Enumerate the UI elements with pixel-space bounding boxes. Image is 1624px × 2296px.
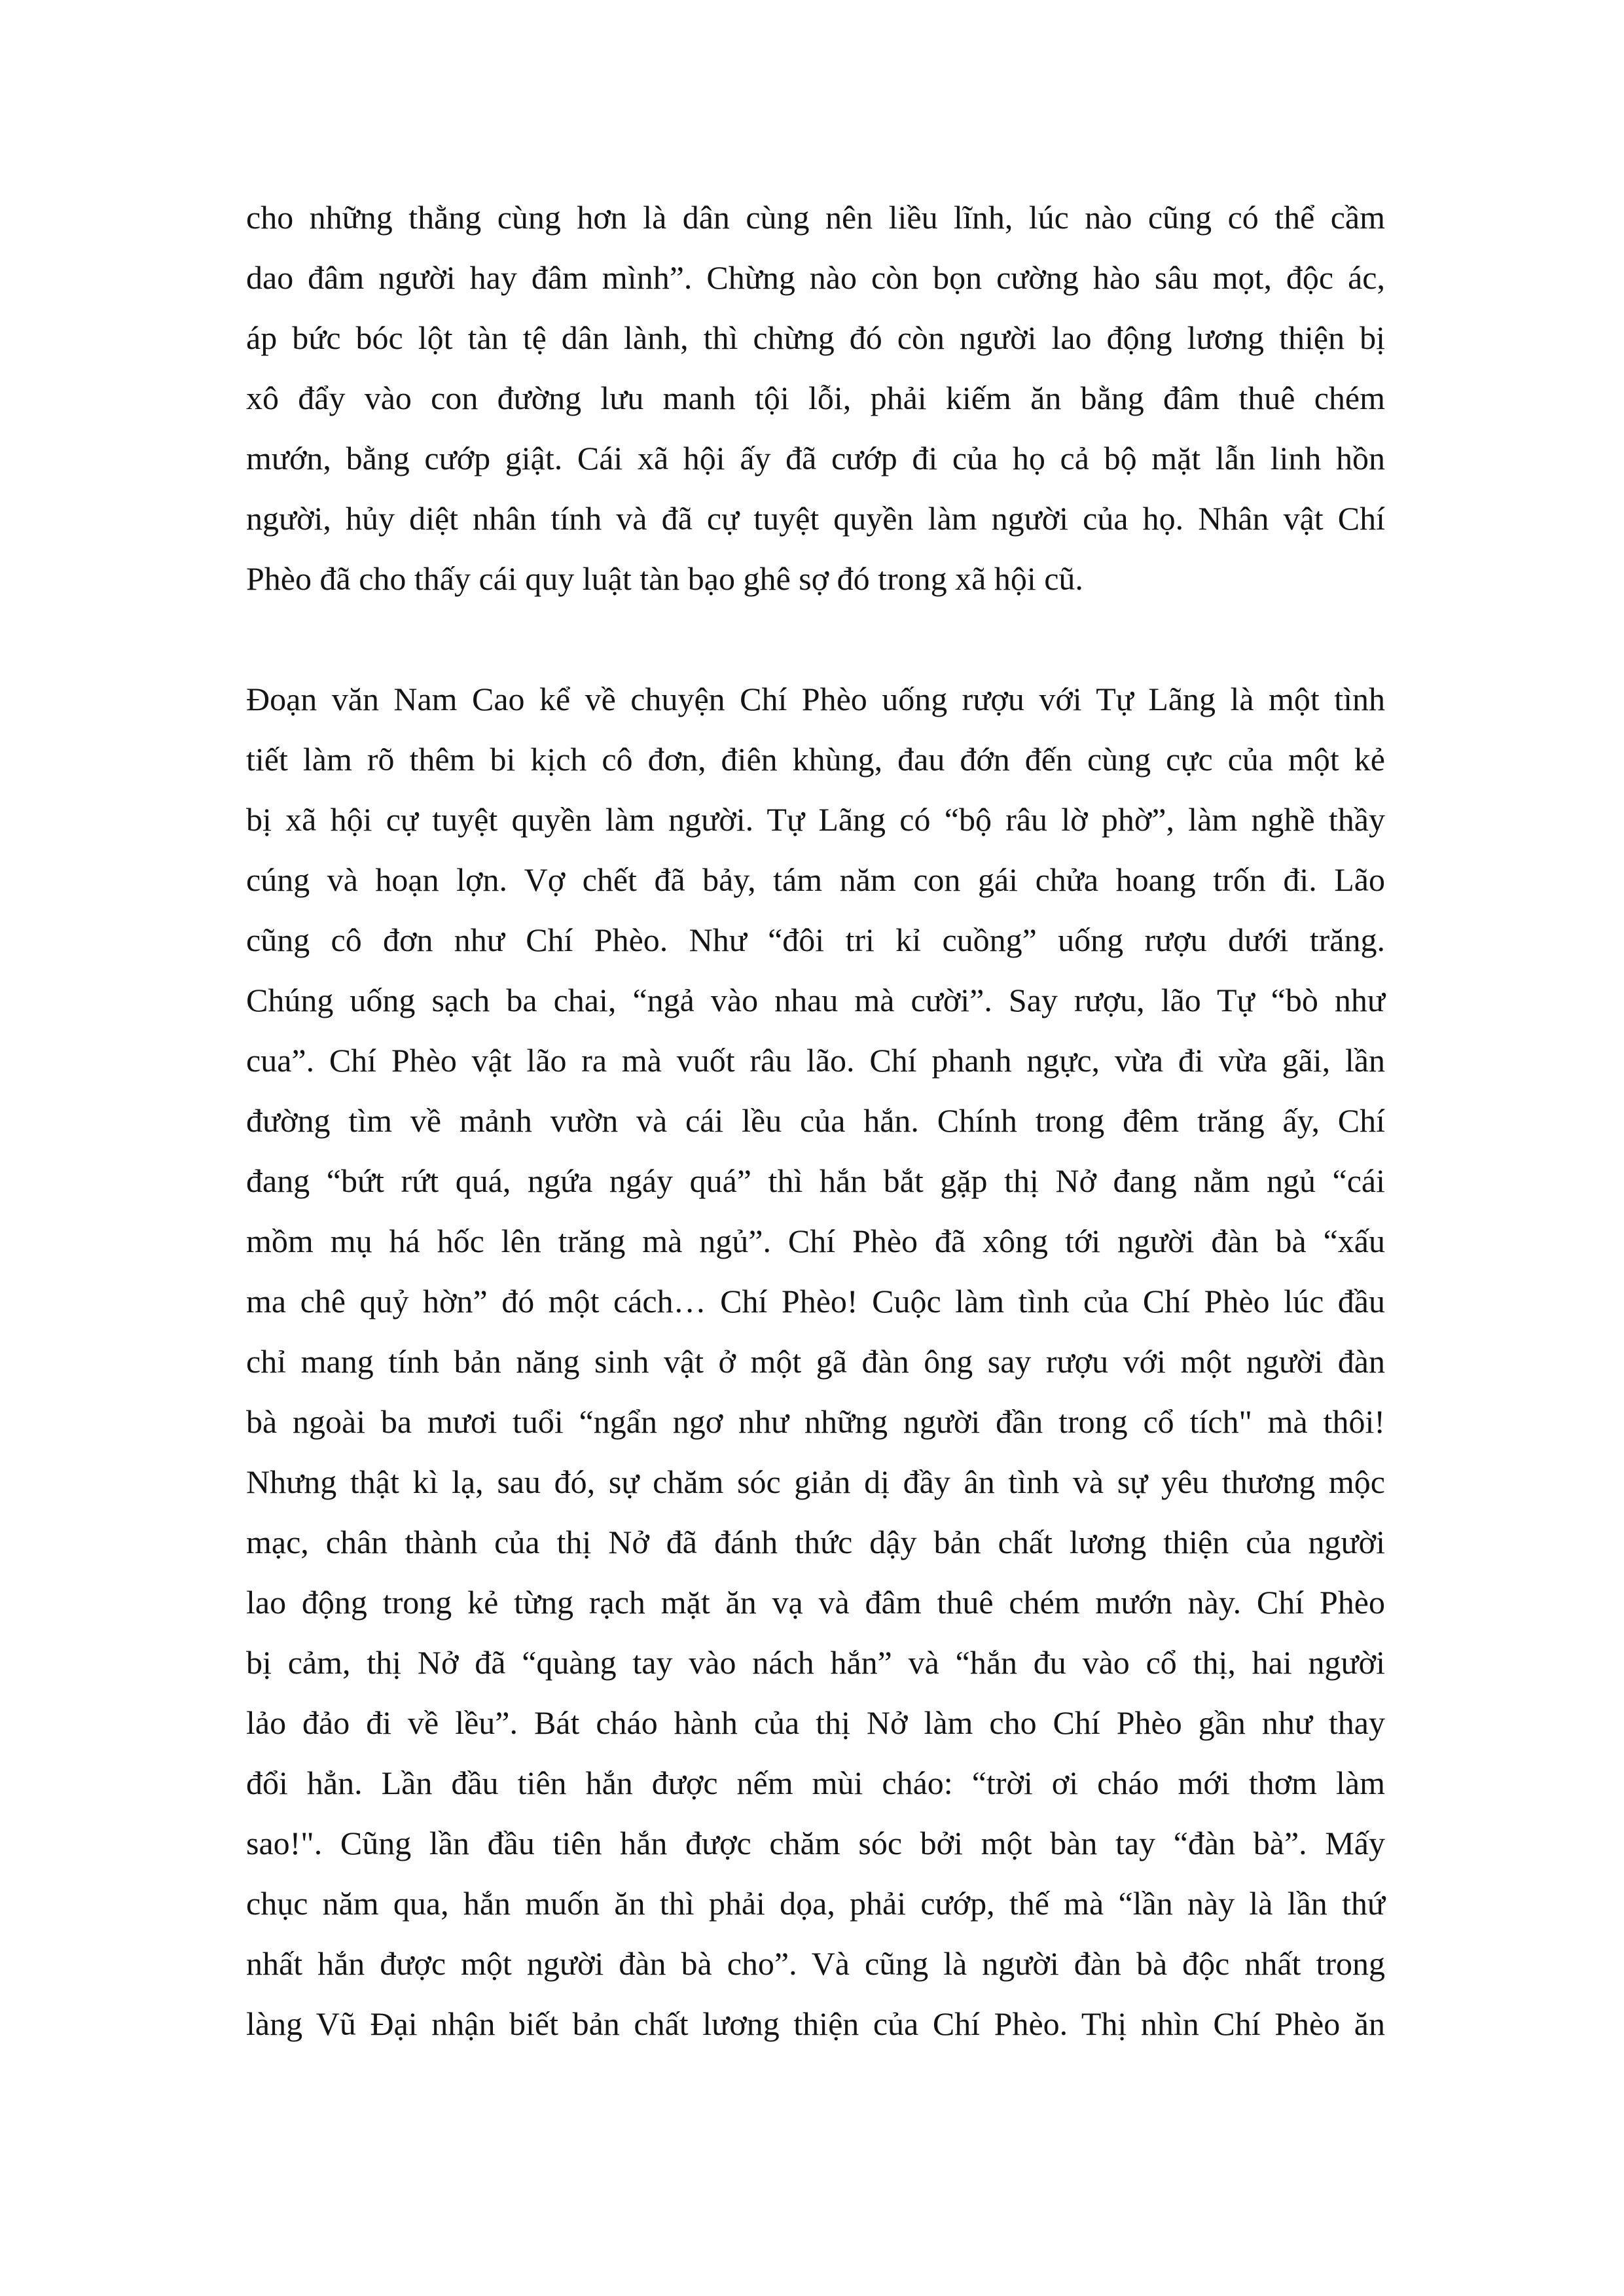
- text-line: bị xã hội cự tuyệt quyền làm người. Tự Lãng có “bộ râu lờ phờ”, làm nghề thầy: [246, 801, 1385, 838]
- paragraph-1: [246, 187, 1385, 609]
- text-line: áp bức bóc lột tàn tệ dân lành, thì chừng đó còn người lao động lương thiện bị: [246, 319, 1385, 356]
- text-line: cho những thằng cùng hơn là dân cùng nên liều lĩnh, lúc nào cũng có thể cầm: [246, 199, 1385, 236]
- text-line: dao đâm người hay đâm mình”. Chừng nào còn bọn cường hào sâu mọt, độc ác,: [246, 259, 1385, 296]
- text-line: Đoạn văn Nam Cao kể về chuyện Chí Phèo uống rượu với Tự Lãng là một tình: [246, 681, 1385, 717]
- text-line: người, hủy diệt nhân tính và đã cự tuyệt quyền làm người của họ. Nhân vật Chí: [246, 500, 1385, 537]
- text-line: Phèo đã cho thấy cái quy luật tàn bạo ghê sợ đó trong xã hội cũ.: [246, 560, 1083, 597]
- text-line: ma chê quỷ hờn” đó một cách… Chí Phèo! Cuộc làm tình của Chí Phèo lúc đầu: [246, 1283, 1385, 1319]
- text-line: Nhưng thật kì lạ, sau đó, sự chăm sóc giản dị đầy ân tình và sự yêu thương mộc: [246, 1463, 1385, 1500]
- text-line: mạc, chân thành của thị Nở đã đánh thức dậy bản chất lương thiện của người: [246, 1524, 1385, 1560]
- text-line: lảo đảo đi về lều”. Bát cháo hành của thị Nở làm cho Chí Phèo gần như thay: [246, 1704, 1385, 1741]
- text-line: đường tìm về mảnh vườn và cái lều của hắn. Chính trong đêm trăng ấy, Chí: [246, 1102, 1385, 1139]
- text-line: bà ngoài ba mươi tuổi “ngẩn ngơ như những người đần trong cổ tích" mà thôi!: [246, 1403, 1385, 1440]
- text-line: Chúng uống sạch ba chai, “ngả vào nhau mà cười”. Say rượu, lão Tự “bò như: [246, 982, 1385, 1018]
- text-line: xô đẩy vào con đường lưu manh tội lỗi, phải kiếm ăn bằng đâm thuê chém: [246, 380, 1385, 416]
- text-line: nhất hắn được một người đàn bà cho”. Và cũng là người đàn bà độc nhất trong: [246, 1945, 1385, 1982]
- text-line: mướn, bằng cướp giật. Cái xã hội ấy đã cướp đi của họ cả bộ mặt lẫn linh hồn: [246, 440, 1385, 476]
- text-line: cúng và hoạn lợn. Vợ chết đã bảy, tám năm con gái chửa hoang trốn đi. Lão: [246, 861, 1385, 898]
- paragraph-2: [246, 669, 1385, 2054]
- text-line: tiết làm rõ thêm bi kịch cô đơn, điên khùng, đau đớn đến cùng cực của một kẻ: [246, 741, 1385, 778]
- text-line: đang “bứt rứt quá, ngứa ngáy quá” thì hắn bắt gặp thị Nở đang nằm ngủ “cái: [246, 1162, 1385, 1199]
- text-line: cũng cô đơn như Chí Phèo. Như “đôi tri kỉ cuồng” uống rượu dưới trăng.: [246, 922, 1385, 958]
- text-line: bị cảm, thị Nở đã “quàng tay vào nách hắn” và “hắn đu vào cổ thị, hai người: [246, 1644, 1385, 1681]
- text-line: mồm mụ há hốc lên trăng mà ngủ”. Chí Phèo đã xông tới người đàn bà “xấu: [246, 1223, 1385, 1259]
- text-line: cua”. Chí Phèo vật lão ra mà vuốt râu lão. Chí phanh ngực, vừa đi vừa gãi, lần: [246, 1042, 1385, 1079]
- text-line: làng Vũ Đại nhận biết bản chất lương thiện của Chí Phèo. Thị nhìn Chí Phèo ăn: [246, 2005, 1385, 2042]
- text-line: lao động trong kẻ từng rạch mặt ăn vạ và đâm thuê chém mướn này. Chí Phèo: [246, 1584, 1385, 1621]
- text-line: chỉ mang tính bản năng sinh vật ở một gã đàn ông say rượu với một người đàn: [246, 1343, 1385, 1380]
- text-line: đổi hẳn. Lần đầu tiên hắn được nếm mùi cháo: “trời ơi cháo mới thơm làm: [246, 1765, 1385, 1801]
- text-line: chục năm qua, hắn muốn ăn thì phải dọa, phải cướp, thế mà “lần này là lần thứ: [246, 1885, 1385, 1922]
- text-line: sao!". Cũng lần đầu tiên hắn được chăm sóc bởi một bàn tay “đàn bà”. Mấy: [246, 1825, 1385, 1861]
